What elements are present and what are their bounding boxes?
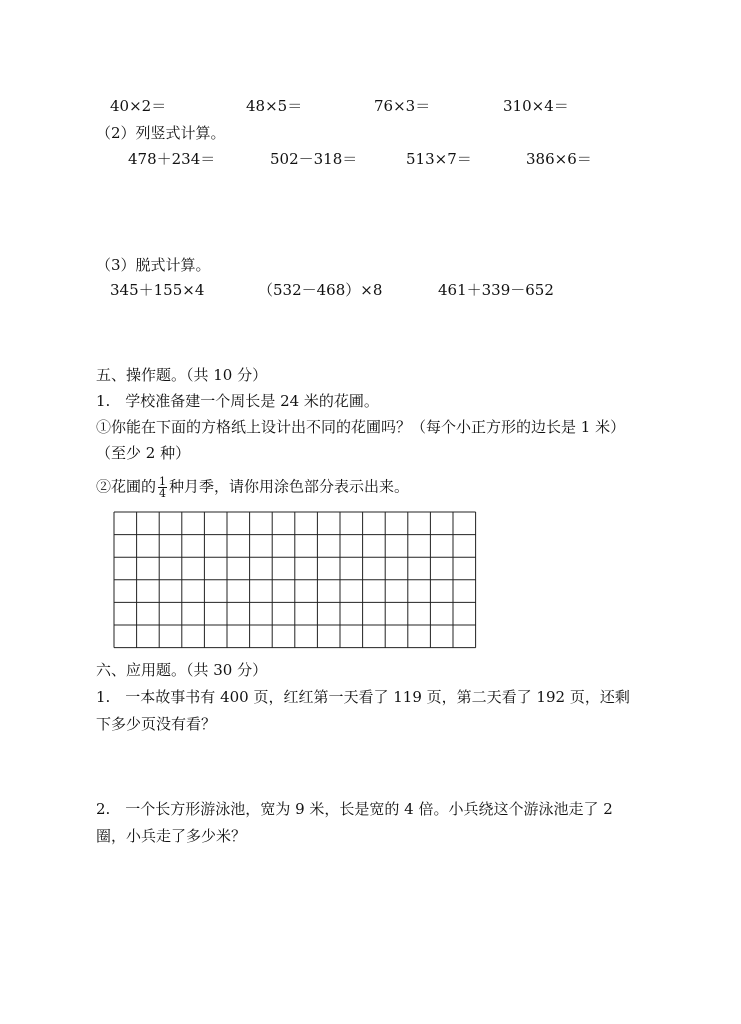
- grid-paper[interactable]: [113, 511, 477, 654]
- fraction-denominator: 4: [159, 487, 167, 500]
- part3-item-3: 461＋339－652: [438, 281, 554, 299]
- section5-q1b: [96, 476, 409, 499]
- q1b-before: ②花圃的: [96, 477, 157, 496]
- part2-item-2: 502－318＝: [270, 150, 358, 168]
- section6-q1-line1: 1. 一本故事书有 400 页，红红第一天看了 119 页，第二天看了 192 页，还剩: [96, 688, 630, 706]
- q1b-after: 种月季，请你用涂色部分表示出来。: [169, 477, 410, 496]
- oral-calc-2: 48×5＝: [246, 97, 303, 115]
- part3-heading: （3）脱式计算。: [96, 256, 211, 274]
- part2-heading: （2）列竖式计算。: [96, 124, 226, 142]
- section6-q1-line2: 下多少页没有看？: [96, 715, 217, 733]
- part2-item-4: 386×6＝: [526, 150, 592, 168]
- part2-item-1: 478＋234＝: [128, 150, 216, 168]
- section5-heading: 五、操作题。（共 10 分）: [96, 366, 268, 384]
- section6-q2-line1: 2. 一个长方形游泳池，宽为 9 米，长是宽的 4 倍。小兵绕这个游泳池走了 2: [96, 800, 613, 818]
- oral-calc-4: 310×4＝: [503, 97, 569, 115]
- part3-item-1: 345＋155×4: [110, 281, 205, 299]
- section5-q1a-cont: （至少 2 种）: [96, 444, 191, 462]
- section6-q2-line2: 圈，小兵走了多少米？: [96, 827, 247, 845]
- part2-item-3: 513×7＝: [406, 150, 472, 168]
- section5-q1a: ①你能在下面的方格纸上设计出不同的花圃吗？（每个小正方形的边长是 1 米）: [96, 418, 626, 436]
- section6-heading: 六、应用题。（共 30 分）: [96, 661, 268, 679]
- oral-calc-1: 40×2＝: [110, 97, 167, 115]
- part3-item-2: （532－468）×8: [258, 281, 383, 299]
- fraction-one-quarter: [158, 476, 167, 499]
- section5-q1: 1. 学校准备建一个周长是 24 米的花圃。: [96, 392, 379, 410]
- oral-calc-3: 76×3＝: [374, 97, 431, 115]
- fraction-numerator: 1: [159, 475, 167, 488]
